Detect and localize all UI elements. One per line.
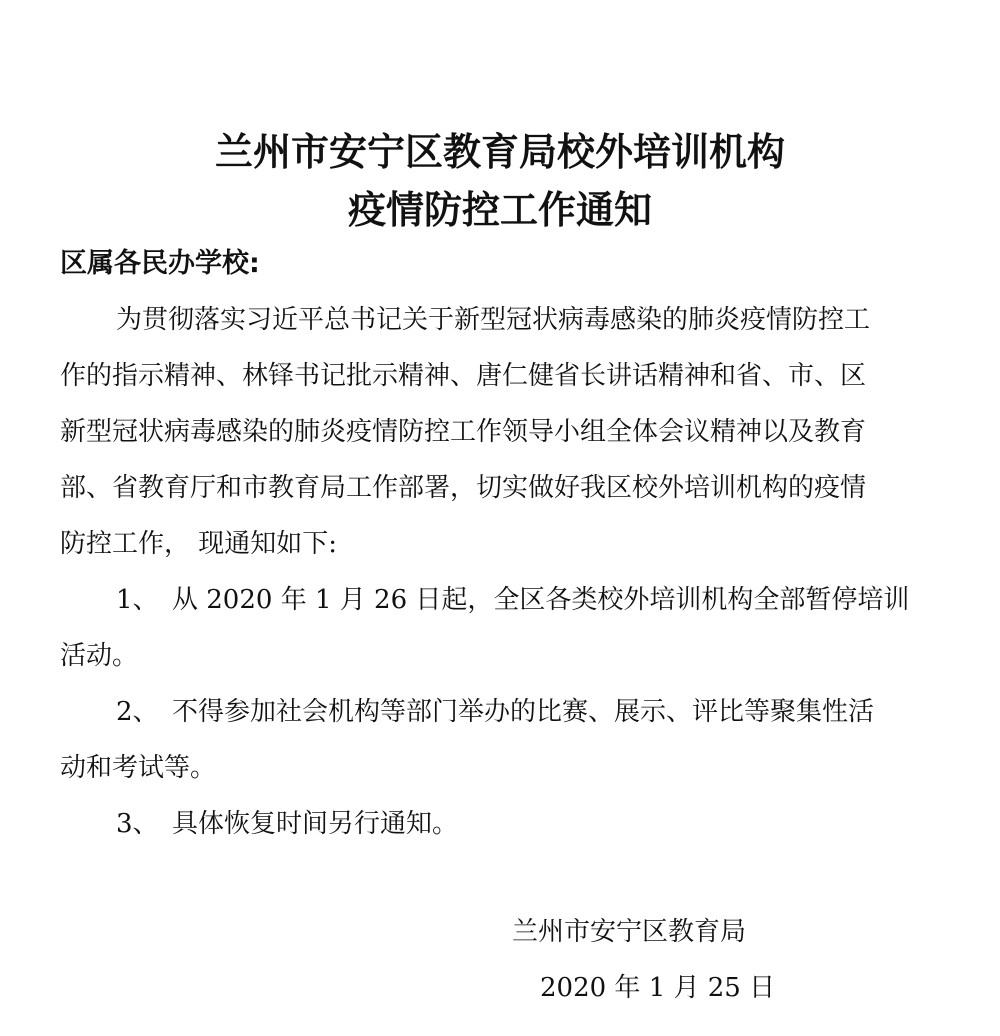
intro-line: 防控工作， 现通知如下:	[60, 529, 338, 559]
item-number: 2、	[116, 697, 159, 727]
item-text: 活动。	[60, 641, 139, 671]
item-number: 3、	[116, 809, 159, 839]
issuer-signature: 兰州市安宁区教育局	[512, 917, 747, 947]
intro-line: 部、省教育厅和市教育局工作部署，切实做好我区校外培训机构的疫情	[60, 473, 867, 503]
intro-line: 新型冠状病毒感染的肺炎疫情防控工作领导小组全体会议精神以及教育	[60, 417, 867, 447]
document-title-line-1: 兰州市安宁区教育局校外培训机构	[214, 130, 785, 174]
intro-line: 为贯彻落实习近平总书记关于新型冠状病毒感染的肺炎疫情防控工	[116, 305, 871, 335]
item-text: 具体恢复时间另行通知。	[172, 809, 459, 839]
salutation: 区属各民办学校:	[60, 248, 260, 279]
document-title-line-2: 疫情防控工作通知	[347, 188, 652, 232]
issue-date: 2020 年 1 月 25 日	[540, 973, 776, 1003]
notice-item-2	[60, 684, 940, 796]
item-text: 从 2020 年 1 月 26 日起，全区各类校外培训机构全部暂停培训	[172, 585, 910, 615]
item-text: 不得参加社会机构等部门举办的比赛、展示、评比等聚集性活	[172, 697, 875, 727]
intro-line: 作的指示精神、林铎书记批示精神、唐仁健省长讲话精神和省、市、区	[60, 361, 867, 391]
intro-paragraph	[60, 292, 940, 572]
item-text: 动和考试等。	[60, 753, 217, 783]
notice-item-3	[60, 796, 940, 852]
notice-item-1	[60, 572, 940, 684]
item-number: 1、	[116, 585, 159, 615]
